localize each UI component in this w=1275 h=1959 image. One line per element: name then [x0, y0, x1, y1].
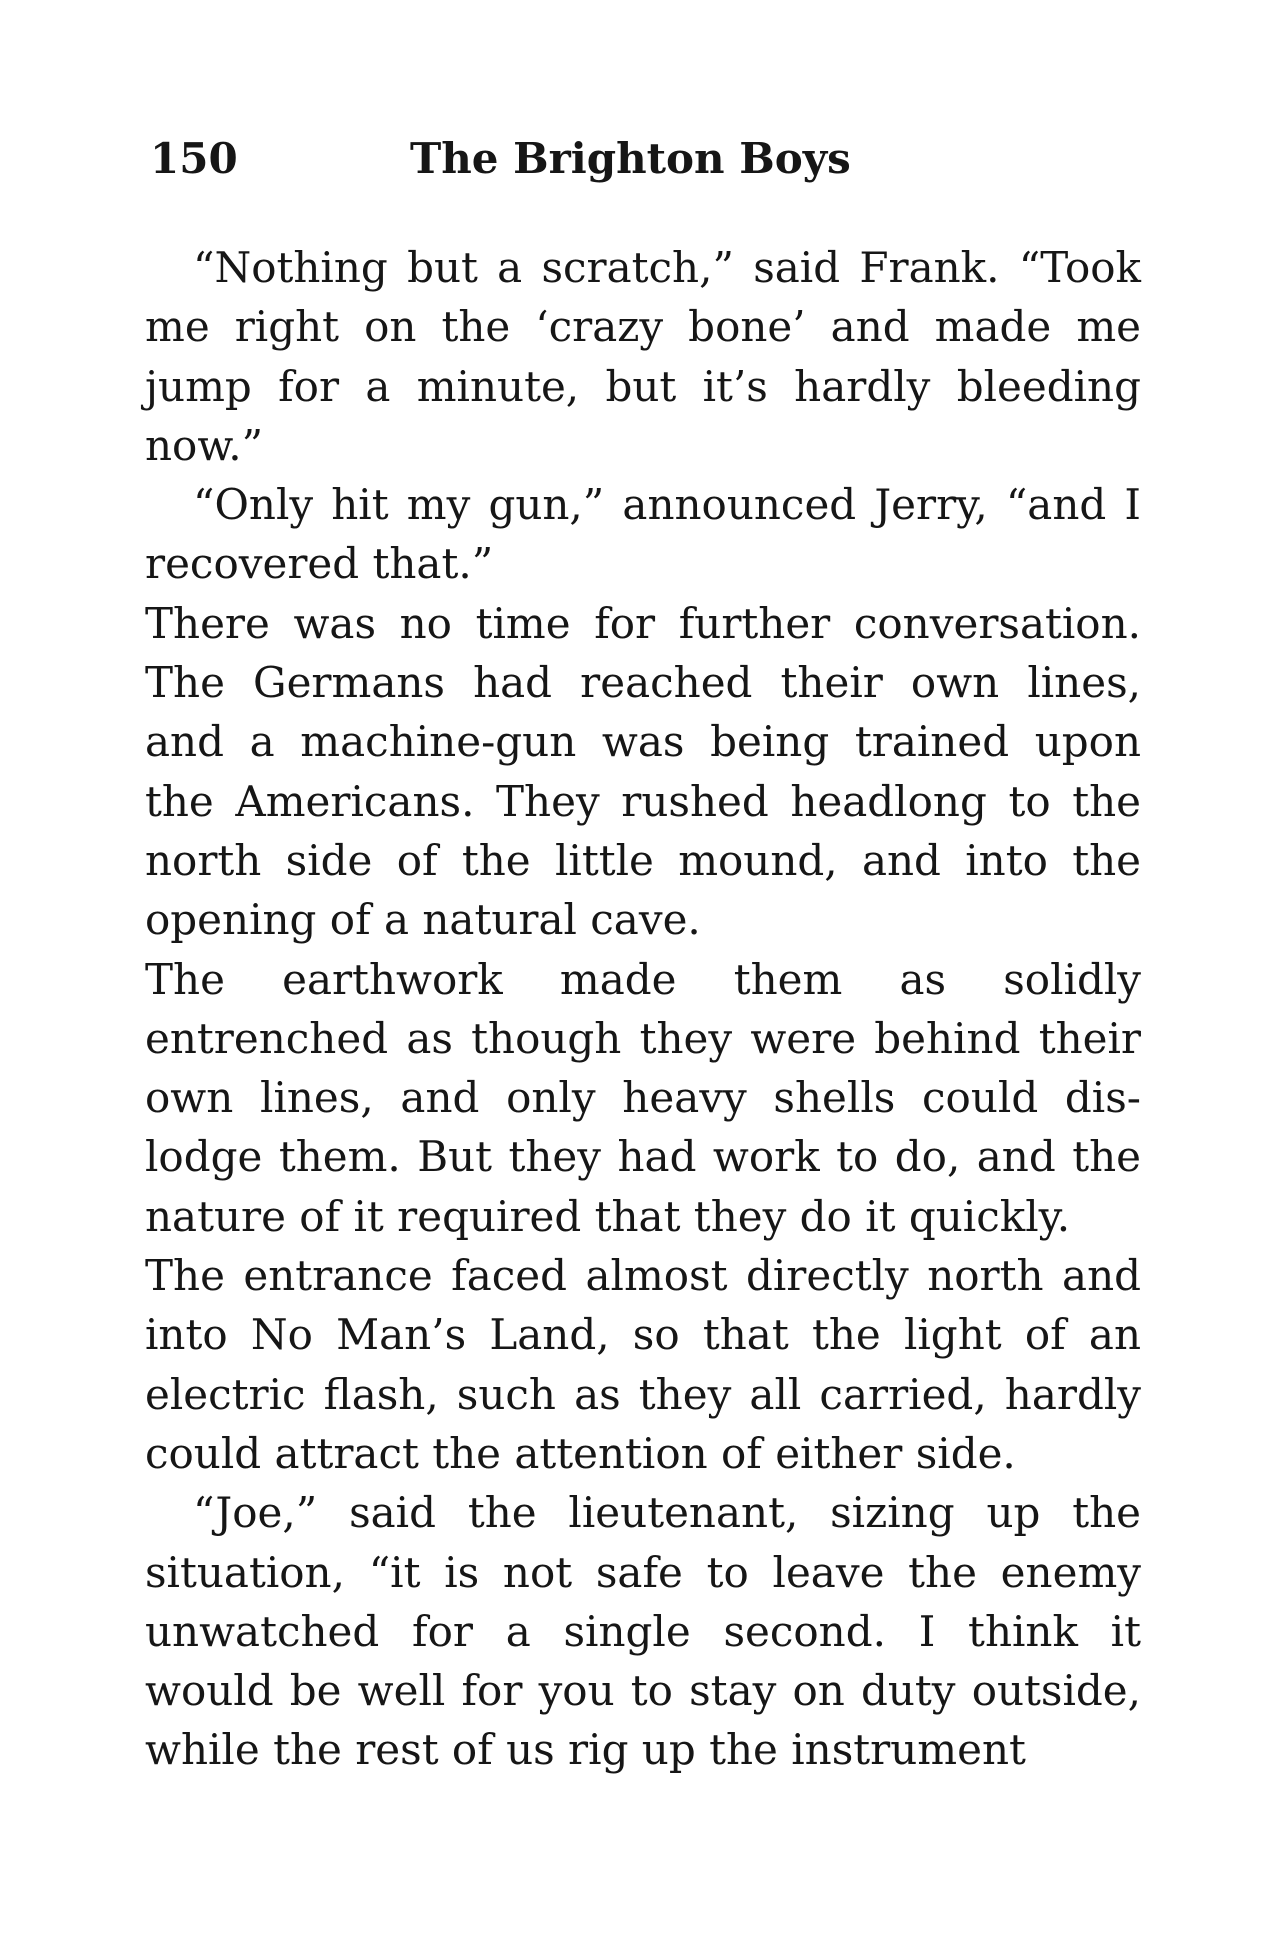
body-text	[145, 238, 1141, 1780]
paragraph-3: There was no time for further conversation. The Germans had reached their own lines, and a machine-gun was being trained upon the Americans. They rushed headlong to the north side of the little mound, and into the opening of a natural cave.	[145, 598, 1141, 945]
running-title: The Brighton Boys	[410, 134, 851, 183]
paragraph-4: The earthwork made them as solidly entrenched as though they were behind their own lines, and only heavy shells could dislodge them. But they had work to do, and the nature of it required that they do it quickly.	[145, 954, 1141, 1241]
page-number: 150	[150, 134, 238, 183]
page-header	[150, 134, 1150, 194]
paragraph-5: The entrance faced almost directly north and into No Man’s Land, so that the light of an electric flash, such as they all carried, hardly could attract the attention of either side.	[145, 1251, 1141, 1478]
paragraph-6: “Joe,” said the lieutenant, sizing up the situation, “it is not safe to leave the enemy unwatched for a single second. I think it would be well for you to stay on duty outside, while the rest of us rig up the instrument	[145, 1488, 1141, 1775]
paragraph-2: “Only hit my gun,” announced Jerry, “and I recovered that.”	[145, 480, 1141, 589]
paragraph-1: “Nothing but a scratch,” said Frank. “Took me right on the ‘crazy bone’ and made me jump for a minute, but it’s hardly bleeding now.”	[145, 243, 1141, 470]
